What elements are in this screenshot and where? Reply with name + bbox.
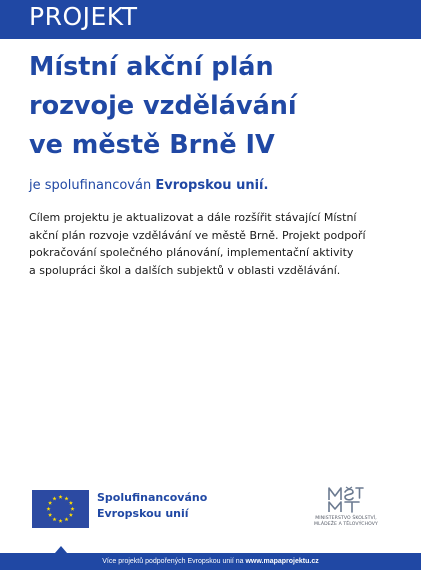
eu-star-icon	[69, 501, 73, 505]
project-description	[29, 209, 404, 279]
msmt-logo-text	[306, 516, 386, 527]
project-title	[29, 48, 399, 165]
eu-star-icon	[69, 513, 73, 517]
footer-link[interactable]: www.mapaprojektu.cz	[245, 558, 319, 565]
description-line: pokračování společného plánování, implementační aktivity	[29, 246, 354, 259]
eu-star-icon	[70, 507, 74, 511]
eu-funding-caption	[97, 490, 207, 522]
eu-flag-icon	[32, 490, 89, 528]
description-line: akční plán rozvoje vzdělávání ve městě Brně. Projekt podpoří	[29, 228, 366, 242]
eu-star-icon	[58, 495, 62, 499]
cofunded-prefix: je spolufinancován	[29, 178, 156, 193]
eu-star-icon	[58, 519, 62, 523]
project-title-line: ve městě Brně IV	[29, 130, 275, 160]
cofunded-emphasis: Evropskou unií.	[155, 178, 269, 193]
project-title-line: rozvoje vzdělávání	[29, 91, 297, 121]
msmt-logo-icon	[326, 486, 366, 514]
cofunded-statement	[29, 177, 268, 195]
project-label: PROJEKT	[29, 2, 138, 31]
eu-star-icon	[48, 501, 52, 505]
description-line: Cílem projektu je aktualizovat a dále rozšířit stávající Místní	[29, 211, 357, 224]
eu-star-icon	[64, 517, 68, 521]
eu-star-icon	[48, 513, 52, 517]
eu-caption-line: Spolufinancováno	[97, 491, 208, 504]
eu-star-icon	[52, 517, 56, 521]
footer-bar	[0, 553, 421, 570]
eu-star-icon	[46, 507, 50, 511]
msmt-logo-line: MINISTERSTVO ŠKOLSTVÍ,	[315, 516, 377, 521]
description-line: a spolupráci škol a dalších subjektů v oblasti vzdělávání.	[29, 263, 341, 277]
project-title-line: Místní akční plán	[29, 52, 274, 82]
eu-flag-stars	[32, 490, 89, 528]
msmt-logo	[306, 486, 386, 530]
msmt-logo-line: MLÁDEŽE A TĚLOVÝCHOVY	[314, 521, 378, 527]
footer-text	[0, 553, 421, 570]
footer-pointer	[55, 546, 67, 553]
eu-caption-line: Evropskou unií	[97, 507, 189, 520]
eu-star-icon	[52, 496, 56, 500]
header-band	[0, 0, 421, 39]
footer-text-prefix: Více projektů podpořených Evropskou unií na	[102, 558, 246, 565]
eu-star-icon	[64, 496, 68, 500]
